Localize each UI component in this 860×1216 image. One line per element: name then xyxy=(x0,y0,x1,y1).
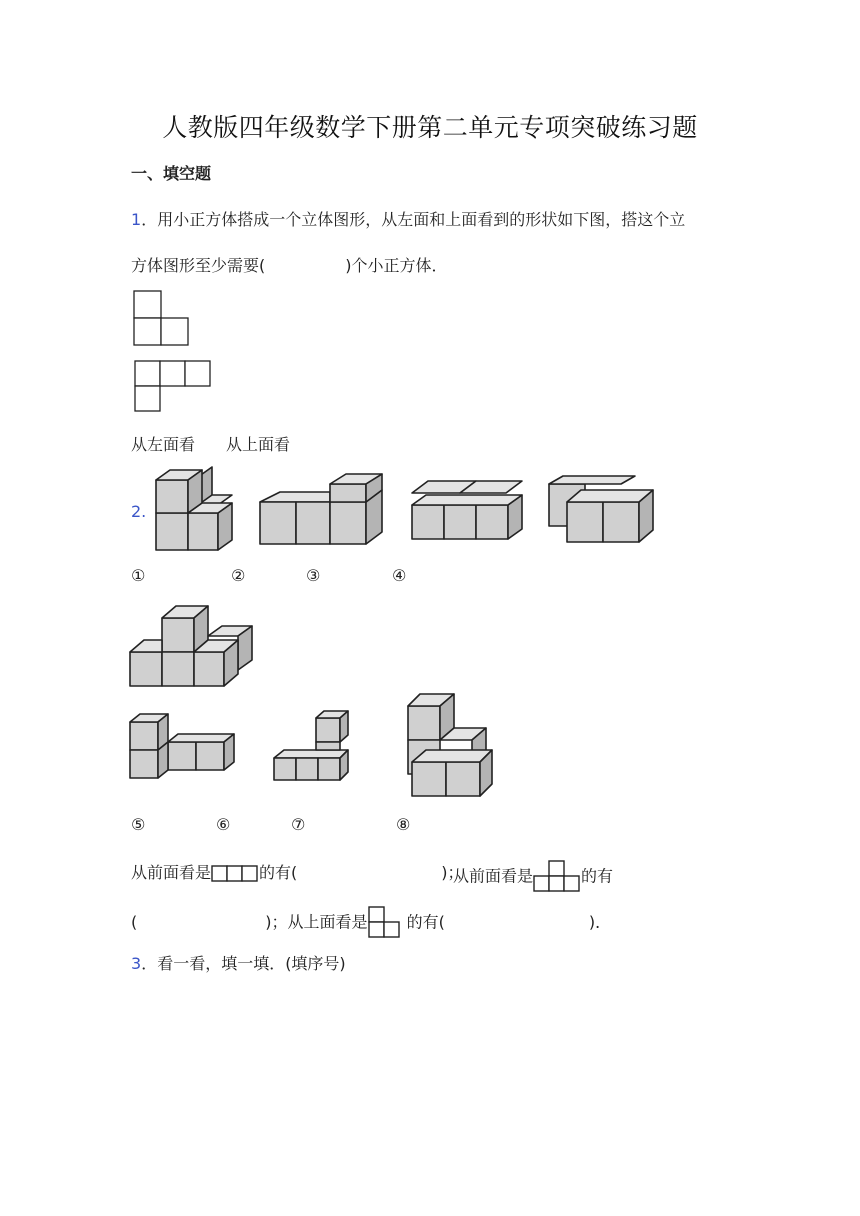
caption-top-view: 从上面看 xyxy=(226,435,291,454)
cube-figure-7 xyxy=(404,690,498,802)
left-view-figure xyxy=(133,290,191,348)
page-title: 人教版四年级数学下册第二单元专项突破练习题 xyxy=(162,113,698,142)
three-row-squares-icon xyxy=(211,865,259,883)
q3-number: 3 xyxy=(131,954,142,973)
q1-text-1: ．用小正方体搭成一个立体图形，从左面和上面看到的形状如下图，搭这个立 xyxy=(141,210,686,229)
q2-text-b2: 的有 xyxy=(581,866,614,886)
q2-text-b1: 从前面看是 xyxy=(453,866,534,886)
q1-line2: 方体图形至少需要( )个小正方体． xyxy=(131,256,448,275)
cube-figure-large xyxy=(128,602,256,690)
q2-text-a1: 从前面看是 xyxy=(131,863,212,882)
q2-answer-line-2 xyxy=(131,906,611,940)
figure-label-5: ⑤ xyxy=(131,815,146,834)
cube-figure-3 xyxy=(408,477,526,543)
q2-text-a2: 的有( )； xyxy=(259,863,464,882)
caption-left-view: 从左面看 xyxy=(131,435,196,454)
q3-text: ．看一看，填一填．(填序号) xyxy=(141,954,346,973)
q2-answer-line-1b xyxy=(453,860,613,894)
q2-text-c0: ( )； xyxy=(131,912,288,932)
figure-label-1: ① xyxy=(131,566,146,585)
figure-label-7: ⑦ xyxy=(291,815,306,834)
t-shape-squares-icon xyxy=(533,860,581,894)
q2-answer-line-1 xyxy=(131,860,464,883)
q1-line1 xyxy=(131,207,685,230)
cube-figure-2 xyxy=(258,470,386,550)
cube-figure-1 xyxy=(150,465,240,555)
figure-label-6: ⑥ xyxy=(216,815,231,834)
cube-figure-6 xyxy=(272,708,354,784)
q3-line xyxy=(131,951,346,974)
q2-number: 2. xyxy=(131,502,147,521)
q1-number: 1 xyxy=(131,210,142,229)
q2-text-c1: 从上面看是 xyxy=(287,912,368,932)
cube-figure-4 xyxy=(545,474,659,546)
q2-text-c2: 的有( )． xyxy=(401,912,612,932)
figure-label-3: ③ xyxy=(306,566,321,585)
figure-label-8: ⑧ xyxy=(396,815,411,834)
l-shape-squares-icon xyxy=(368,906,402,940)
cube-figure-5 xyxy=(128,712,240,784)
top-view-figure xyxy=(134,360,212,414)
figure-label-2: ② xyxy=(231,566,246,585)
figure-label-4: ④ xyxy=(392,566,407,585)
section-heading: 一、填空题 xyxy=(131,164,212,183)
